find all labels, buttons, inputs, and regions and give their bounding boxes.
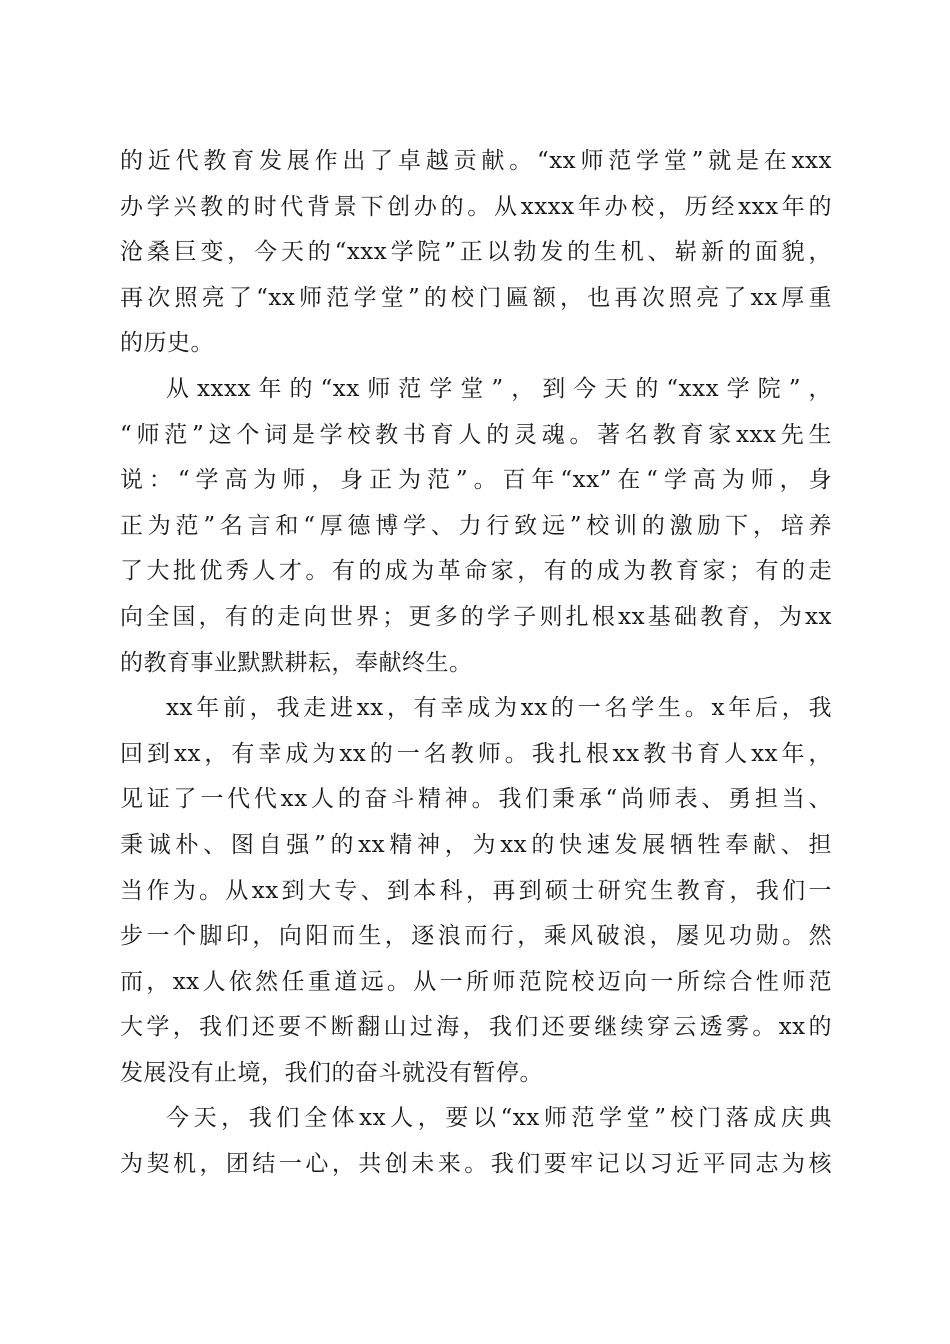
text-line: 沧桑巨变，今天的“xxx学院”正以勃发的生机、崭新的面貌， bbox=[120, 239, 832, 266]
text-line: 当作为。从xx到大专、到本科，再到硕士研究生教育，我们一 bbox=[120, 877, 832, 904]
text-line: 的教育事业默默耕耘，奉献终生。 bbox=[120, 649, 473, 676]
text-line: 大学，我们还要不断翻山过海，我们还要继续穿云透雾。xx的 bbox=[120, 1014, 832, 1041]
text-line: 为契机，团结一心，共创未来。我们要牢记以习近平同志为核 bbox=[120, 1151, 832, 1178]
text-line: 的近代教育发展作出了卓越贡献。“xx师范学堂”就是在xxx bbox=[120, 148, 832, 174]
text-line: 而，xx人依然任重道远。从一所师范院校迈向一所综合性师范 bbox=[120, 968, 832, 995]
text-line: 回到xx，有幸成为xx的一名教师。我扎根xx教书育人xx年， bbox=[120, 740, 832, 767]
text-line: 正为范”名言和“厚德博学、力行致远”校训的激励下，培养 bbox=[120, 512, 832, 539]
document-body bbox=[120, 139, 832, 1188]
text-line: 的历史。 bbox=[120, 330, 214, 357]
text-line: 见证了一代代xx人的奋斗精神。我们秉承“尚师表、勇担当、 bbox=[120, 786, 832, 813]
text-line: 说：“学高为师，身正为范”。百年“xx”在“学高为师，身 bbox=[120, 467, 832, 494]
text-line: 向全国，有的走向世界；更多的学子则扎根xx基础教育，为xx bbox=[120, 603, 832, 630]
text-line: 办学兴教的时代背景下创办的。从xxxx年办校，历经xxx年的 bbox=[120, 193, 832, 220]
text-line: 再次照亮了“xx师范学堂”的校门匾额，也再次照亮了xx厚重 bbox=[120, 284, 832, 311]
text-line: 了大批优秀人才。有的成为革命家，有的成为教育家；有的走 bbox=[120, 558, 832, 585]
text-line: 今天，我们全体xx人，要以“xx师范学堂”校门落成庆典 bbox=[166, 1105, 832, 1132]
text-line: 从xxxx年的“xx师范学堂”，到今天的“xxx学院”， bbox=[166, 375, 832, 402]
text-line: xx年前，我走进xx，有幸成为xx的一名学生。x年后，我 bbox=[166, 695, 832, 722]
text-line: “师范”这个词是学校教书育人的灵魂。著名教育家xxx先生 bbox=[120, 421, 832, 448]
text-line: 步一个脚印，向阳而生，逐浪而行，乘风破浪，屡见功勋。然 bbox=[120, 923, 832, 950]
text-line: 发展没有止境，我们的奋斗就没有暂停。 bbox=[120, 1059, 543, 1086]
text-line: 秉诚朴、图自强”的xx精神，为xx的快速发展牺牲奉献、担 bbox=[120, 831, 832, 858]
